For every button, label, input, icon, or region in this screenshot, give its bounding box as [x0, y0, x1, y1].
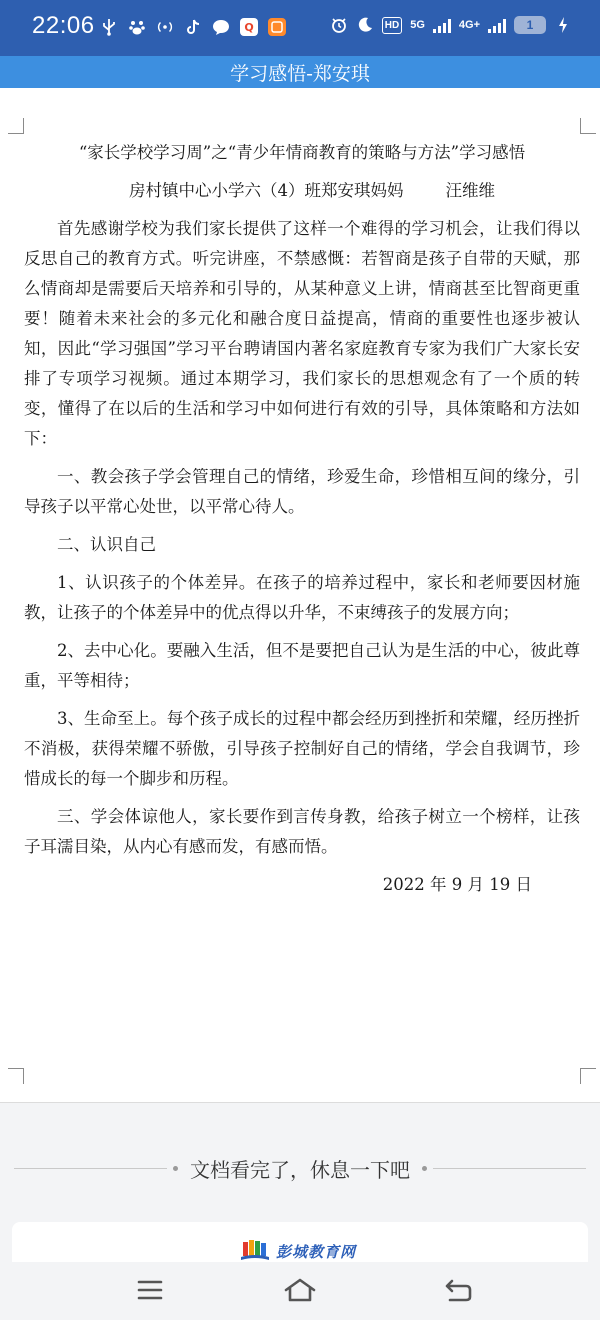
battery-level: 1: [526, 18, 534, 32]
end-notice: [14, 1154, 586, 1182]
signal-4g-icon: [488, 17, 506, 33]
paragraph: 首先感谢学校为我们家长提供了这样一个难得的学习机会，让我们得以反思自己的教育方式。听完讲座，不禁感慨：若智商是孩子自带的天赋，那么情商却是需要后天培养和引导的，从某种意义上讲，情商甚至比智商更重要！随着未来社会的多元化和融合度日益提高，情商的重要性也逐步被认知，因此“学习强国”学习平台聘请国内著名家庭教育专家为我们广大家长安排了专项学习视频。通过本期学习，我们家长的思想观念有了一个质的转变，懂得了在以后的生活和学习中如何进行有效的引导，具体策略和方法如下：: [24, 219, 580, 448]
site-logo[interactable]: [240, 1238, 356, 1264]
status-right: [330, 16, 572, 34]
hotspot-icon: [156, 18, 174, 36]
divider-dot: [422, 1166, 427, 1171]
usb-icon: [100, 18, 118, 36]
end-notice-text: 文档看完了，休息一下吧: [190, 1157, 410, 1182]
document-title: 学习感悟-郑安琪: [230, 62, 370, 85]
network-5g-label: 5G: [410, 18, 425, 31]
divider-line: [14, 1168, 167, 1169]
page-corner-mark: [580, 118, 596, 134]
article-date: 2022 年 9 月 19 日: [382, 875, 532, 894]
book-logo-icon: [240, 1238, 270, 1264]
article-author-line: [24, 176, 580, 206]
status-bar: [0, 0, 600, 56]
document-page[interactable]: [24, 138, 580, 900]
menu-icon[interactable]: [130, 1270, 170, 1310]
alarm-icon: [330, 16, 348, 34]
hd-label: HD: [382, 17, 402, 34]
document-title-bar: [0, 56, 600, 88]
page-corner-mark: [8, 1068, 24, 1084]
author-name: 汪维维: [445, 181, 495, 200]
network-4g-label: 4G+: [458, 18, 480, 31]
paragraph: 2、去中心化。要融入生活，但不是要把自己认为是生活的中心，彼此尊重，平等相待；: [24, 641, 580, 690]
article-title: “家长学校学习周”之“青少年情商教育的策略与方法”学习感悟: [78, 143, 526, 162]
chat-icon: [212, 18, 230, 36]
battery-icon: [514, 16, 546, 34]
author-school: 房村镇中心小学六（4）班郑安琪妈妈: [129, 181, 404, 200]
status-time: 22:06: [32, 12, 95, 39]
home-icon[interactable]: [280, 1270, 320, 1310]
app-icon: [268, 18, 286, 36]
paragraph: 二、认识自己: [57, 535, 156, 554]
page-corner-mark: [580, 1068, 596, 1084]
page-corner-mark: [8, 118, 24, 134]
paragraph: 一、教会孩子学会管理自己的情绪，珍爱生命，珍惜相互间的缘分，引导孩子以平常心处世，以平常心待人。: [24, 467, 580, 516]
divider-line: [433, 1168, 586, 1169]
paragraph: 1、认识孩子的个体差异。在孩子的培养过程中，家长和老师要因材施教，让孩子的个体差异中的优点得以升华，不束缚孩子的发展方向；: [24, 573, 580, 622]
divider-dot: [173, 1166, 178, 1171]
system-nav-bar: [0, 1262, 600, 1320]
charging-icon: [554, 16, 572, 34]
tiktok-icon: [184, 18, 202, 36]
back-icon[interactable]: [438, 1270, 478, 1310]
notification-icons: [100, 18, 286, 36]
paragraph: 3、生命至上。每个孩子成长的过程中都会经历到挫折和荣耀，经历挫折不消极，获得荣耀不骄傲，引导孩子控制好自己的情绪，学会自我调节，珍惜成长的每一个脚步和历程。: [24, 709, 580, 788]
qq-icon: Q: [240, 18, 258, 36]
dnd-icon: [356, 16, 374, 34]
signal-5g-icon: [433, 17, 451, 33]
paragraph: 三、学会体谅他人，家长要作到言传身教，给孩子树立一个榜样，让孩子耳濡目染，从内心有感而发，有感而悟。: [24, 807, 580, 856]
logo-text: 彭城教育网: [276, 1242, 357, 1261]
baidu-icon: [128, 18, 146, 36]
